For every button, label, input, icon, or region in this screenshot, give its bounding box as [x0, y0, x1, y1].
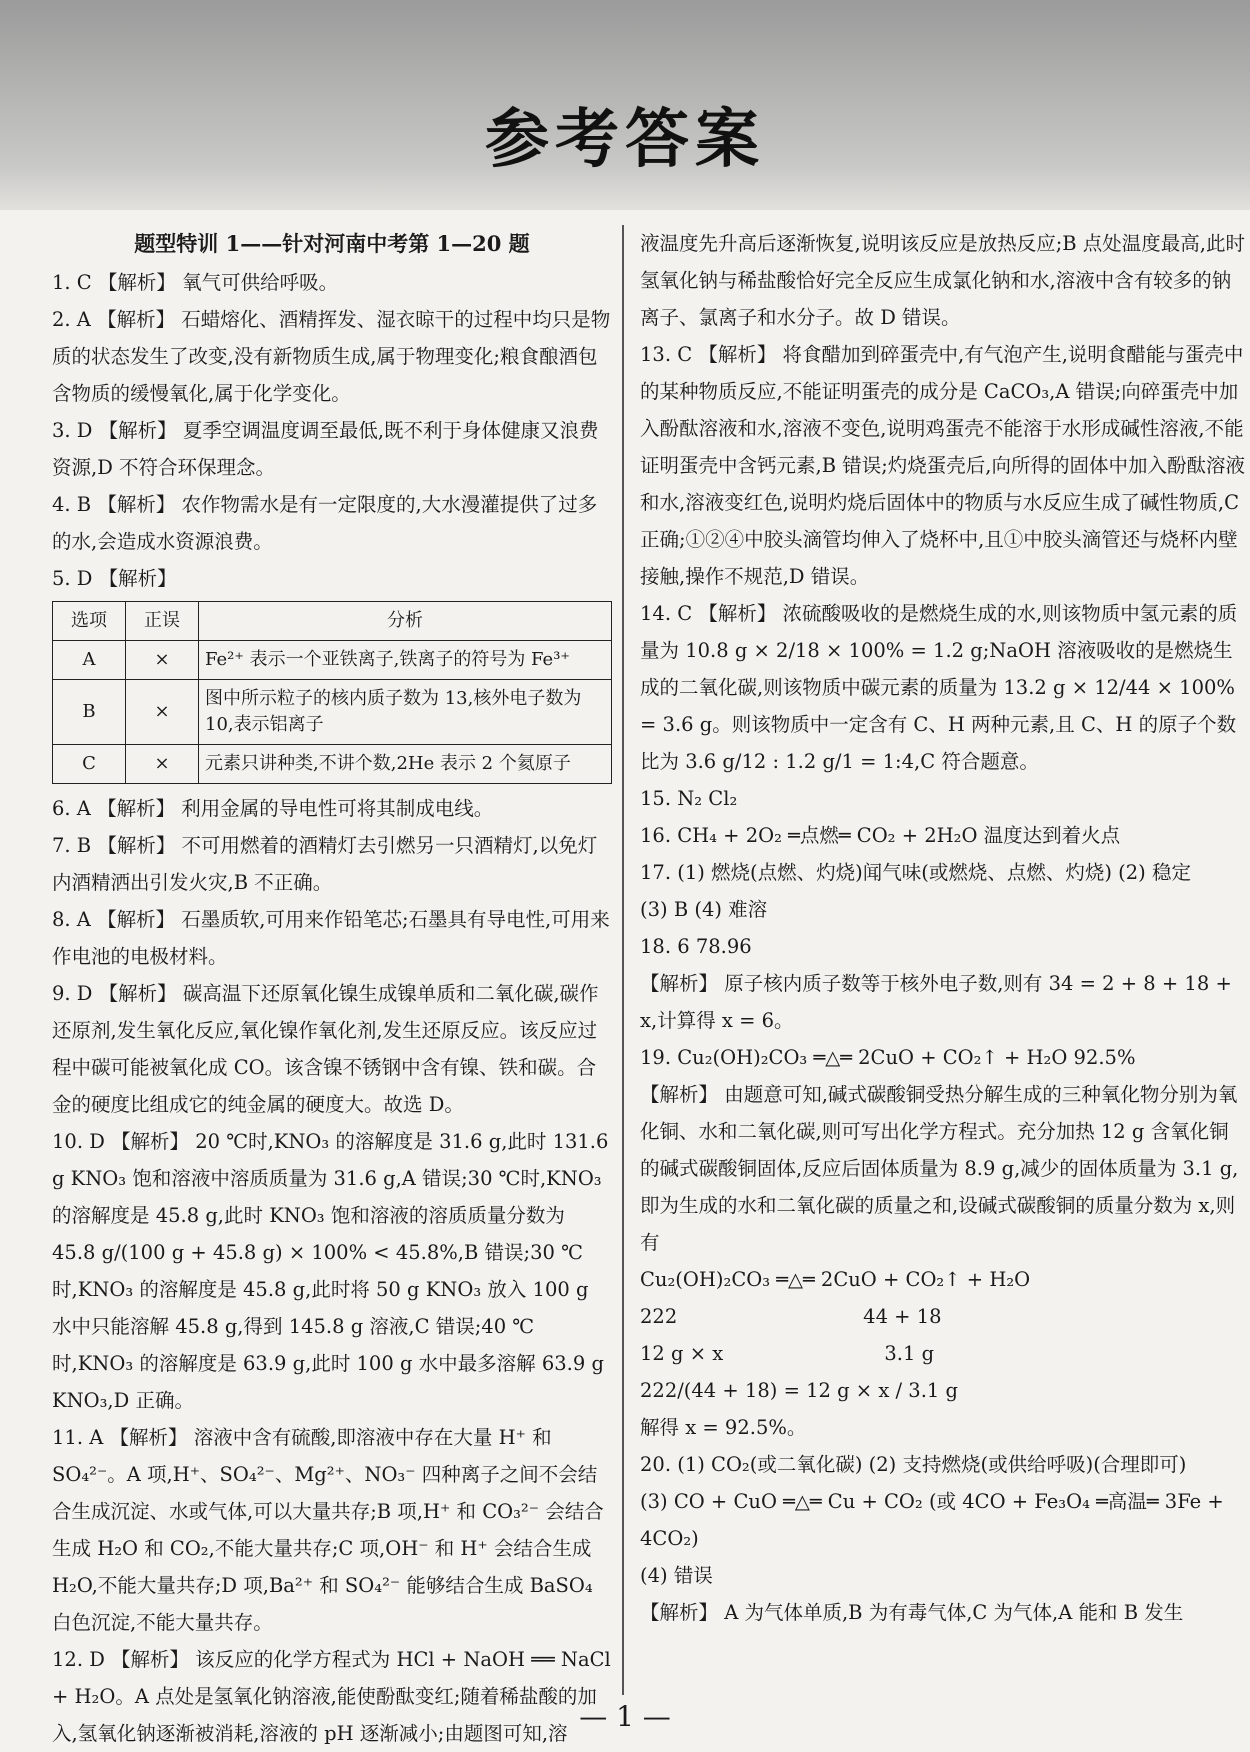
equation-line: 222/(44 + 18) = 12 g × x / 3.1 g: [640, 1379, 958, 1402]
table-header: 正误: [126, 602, 199, 641]
equation-line: 解得 x = 92.5%。: [640, 1416, 807, 1439]
answer-4: 4. B 【解析】 农作物需水是有一定限度的,大水漫灌提供了过多的水,会造成水资源浪费。: [52, 493, 598, 553]
answer-5: 5. D 【解析】: [52, 567, 177, 590]
answer-3: 3. D 【解析】 夏季空调温度调至最低,既不利于身体健康又浪费资源,D 不符合环保理念。: [52, 419, 599, 479]
answer-12: 12. D 【解析】 该反应的化学方程式为 HCl + NaOH ══ NaCl + H₂O。A 点处是氢氧化钠溶液,能使酚酞变红;随着稀盐酸的加入,氢氧化钠逐渐被消耗,溶液的 pH 逐渐减小;由题图可知,溶: [52, 1648, 611, 1745]
table-cell: C: [53, 745, 126, 784]
answer-14: 14. C 【解析】 浓硫酸吸收的是燃烧生成的水,则该物质中氢元素的质量为 10.8 g × 2/18 × 100% = 1.2 g;NaOH 溶液吸收的是燃烧生成的二氧化碳,则该物质中碳元素的质量为 13.2 g × 12/44 × 100% = 3.6 g。则该物质中一定含有 C、H 两种元素,且 C、H 的原子个数比为 3.6 g/12 : 1.2 g/1 = 1:4,C 符合题意。: [640, 602, 1238, 773]
equation-line: Cu₂(OH)₂CO₃ ═△═ 2CuO + CO₂↑ + H₂O: [640, 1268, 1031, 1291]
right-column: [640, 225, 1248, 1631]
answer-2: 2. A 【解析】 石蜡熔化、酒精挥发、湿衣晾干的过程中均只是物质的状态发生了改变,没有新物质生成,属于物理变化;粮食酿酒包含物质的缓慢氧化,属于化学变化。: [52, 308, 611, 405]
answer-12-continued: 液温度先升高后逐渐恢复,说明该反应是放热反应;B 点处温度最高,此时氢氧化钠与稀盐酸恰好完全反应生成氯化钠和水,溶液中含有较多的钠离子、氯离子和水分子。故 D 错误。: [640, 232, 1245, 329]
answer-19-explanation: 【解析】 由题意可知,碱式碳酸铜受热分解生成的三种氧化物分别为氧化铜、水和二氧化碳,则可写出化学方程式。充分加热 12 g 含氧化铜的碱式碳酸铜固体,反应后固体质量为 8.9 g,减少的固体质量为 3.1 g,即为生成的水和二氧化碳的质量之和,设碱式碳酸铜的质量分数为 x,则有: [640, 1083, 1239, 1254]
answer-16: 16. CH₄ + 2O₂ ═点燃═ CO₂ + 2H₂O 温度达到着火点: [640, 824, 1121, 847]
answer-11: 11. A 【解析】 溶液中含有硫酸,即溶液中存在大量 H⁺ 和 SO₄²⁻。A 项,H⁺、SO₄²⁻、Mg²⁺、NO₃⁻ 四种离子之间不会结合生成沉淀、水或气体,可以大量共存;B 项,H⁺ 和 CO₃²⁻ 会结合生成 H₂O 和 CO₂,不能大量共存;C 项,OH⁻ 和 H⁺ 会结合生成 H₂O,不能大量共存;D 项,Ba²⁺ 和 SO₄²⁻ 能够结合生成 BaSO₄ 白色沉淀,不能大量共存。: [52, 1426, 604, 1634]
table-cell: 图中所示粒子的核内质子数为 13,核外电子数为 10,表示铝离子: [199, 680, 612, 745]
title-banner: [0, 0, 1250, 210]
answer-15: 15. N₂ Cl₂: [640, 787, 738, 810]
answer-20-part3: (3) CO + CuO ═△═ Cu + CO₂ (或 4CO + Fe₃O₄ ═高温═ 3Fe + 4CO₂): [640, 1490, 1224, 1550]
table-header: 分析: [199, 602, 612, 641]
page-number: — 1 —: [579, 1700, 671, 1733]
table-cell: A: [53, 641, 126, 680]
answer-8: 8. A 【解析】 石墨质软,可用来作铅笔芯;石墨具有导电性,可用来作电池的电极材料。: [52, 908, 610, 968]
table-cell: B: [53, 680, 126, 745]
table-row: [53, 641, 612, 680]
answer-19: 19. Cu₂(OH)₂CO₃ ═△═ 2CuO + CO₂↑ + H₂O 92.5%: [640, 1046, 1136, 1069]
answer-1: 1. C 【解析】 氧气可供给呼吸。: [52, 271, 339, 294]
answer-17-part1: 17. (1) 燃烧(点燃、灼烧)闻气味(或燃烧、点燃、灼烧) (2) 稳定: [640, 861, 1191, 884]
answer-6: 6. A 【解析】 利用金属的导电性可将其制成电线。: [52, 797, 494, 820]
table-row: [53, 680, 612, 745]
table-row: [53, 745, 612, 784]
page-title: 参考答案: [485, 102, 765, 177]
section-title: 题型特训 1——针对河南中考第 1—20 题: [134, 231, 530, 256]
equation-line: 12 g × x 3.1 g: [640, 1342, 935, 1365]
column-divider: [622, 225, 624, 1695]
table-header: 选项: [53, 602, 126, 641]
equation-line: 222 44 + 18: [640, 1305, 942, 1328]
table-cell: ×: [126, 745, 199, 784]
table-cell: 元素只讲种类,不讲个数,2He 表示 2 个氦原子: [199, 745, 612, 784]
answer-10: 10. D 【解析】 20 ℃时,KNO₃ 的溶解度是 31.6 g,此时 131.6 g KNO₃ 饱和溶液中溶质质量为 31.6 g,A 错误;30 ℃时,KNO₃ 的溶解度是 45.8 g,此时 KNO₃ 饱和溶液的溶质质量分数为 45.8 g/(100 g + 45.8 g) × 100% < 45.8%,B 错误;30 ℃时,KNO₃ 的溶解度是 45.8 g,此时将 50 g KNO₃ 放入 100 g 水中只能溶解 45.8 g,得到 145.8 g 溶液,C 错误;40 ℃时,KNO₃ 的溶解度是 63.9 g,此时 100 g 水中最多溶解 63.9 g KNO₃,D 正确。: [52, 1130, 609, 1412]
answer-17-part2: (3) B (4) 难溶: [640, 898, 768, 921]
answer-13: 13. C 【解析】 将食醋加到碎蛋壳中,有气泡产生,说明食醋能与蛋壳中的某种物质反应,不能证明蛋壳的成分是 CaCO₃,A 错误;向碎蛋壳中加入酚酞溶液和水,溶液不变色,说明鸡蛋壳不能溶于水形成碱性溶液,不能证明蛋壳中含钙元素,B 错误;灼烧蛋壳后,向所得的固体中加入酚酞溶液和水,溶液变红色,说明灼烧后固体中的物质与水反应生成了碱性物质,C 正确;①②④中胶头滴管均伸入了烧杯中,且①中胶头滴管还与烧杯内壁接触,操作不规范,D 错误。: [640, 343, 1245, 588]
table-cell: ×: [126, 641, 199, 680]
answer-20-part4: (4) 错误: [640, 1564, 713, 1587]
table-cell: ×: [126, 680, 199, 745]
answer-9: 9. D 【解析】 碳高温下还原氧化镍生成镍单质和二氧化碳,碳作还原剂,发生氧化反应,氧化镍作氧化剂,发生还原反应。该反应过程中碳可能被氧化成 CO。该含镍不锈钢中含有镍、铁和碳。合金的硬度比组成它的纯金属的硬度大。故选 D。: [52, 982, 599, 1116]
left-column: [52, 225, 612, 1752]
answer-20-explanation: 【解析】 A 为气体单质,B 为有毒气体,C 为气体,A 能和 B 发生: [640, 1601, 1184, 1624]
answer-18: 18. 6 78.96: [640, 935, 752, 958]
answer-5-table: [52, 601, 612, 784]
answer-20-part1: 20. (1) CO₂(或二氧化碳) (2) 支持燃烧(或供给呼吸)(合理即可): [640, 1453, 1187, 1476]
table-cell: Fe²⁺ 表示一个亚铁离子,铁离子的符号为 Fe³⁺: [199, 641, 612, 680]
answer-18-explanation: 【解析】 原子核内质子数等于核外电子数,则有 34 = 2 + 8 + 18 + x,计算得 x = 6。: [640, 972, 1232, 1032]
answer-7: 7. B 【解析】 不可用燃着的酒精灯去引燃另一只酒精灯,以免灯内酒精洒出引发火灾,B 不正确。: [52, 834, 598, 894]
